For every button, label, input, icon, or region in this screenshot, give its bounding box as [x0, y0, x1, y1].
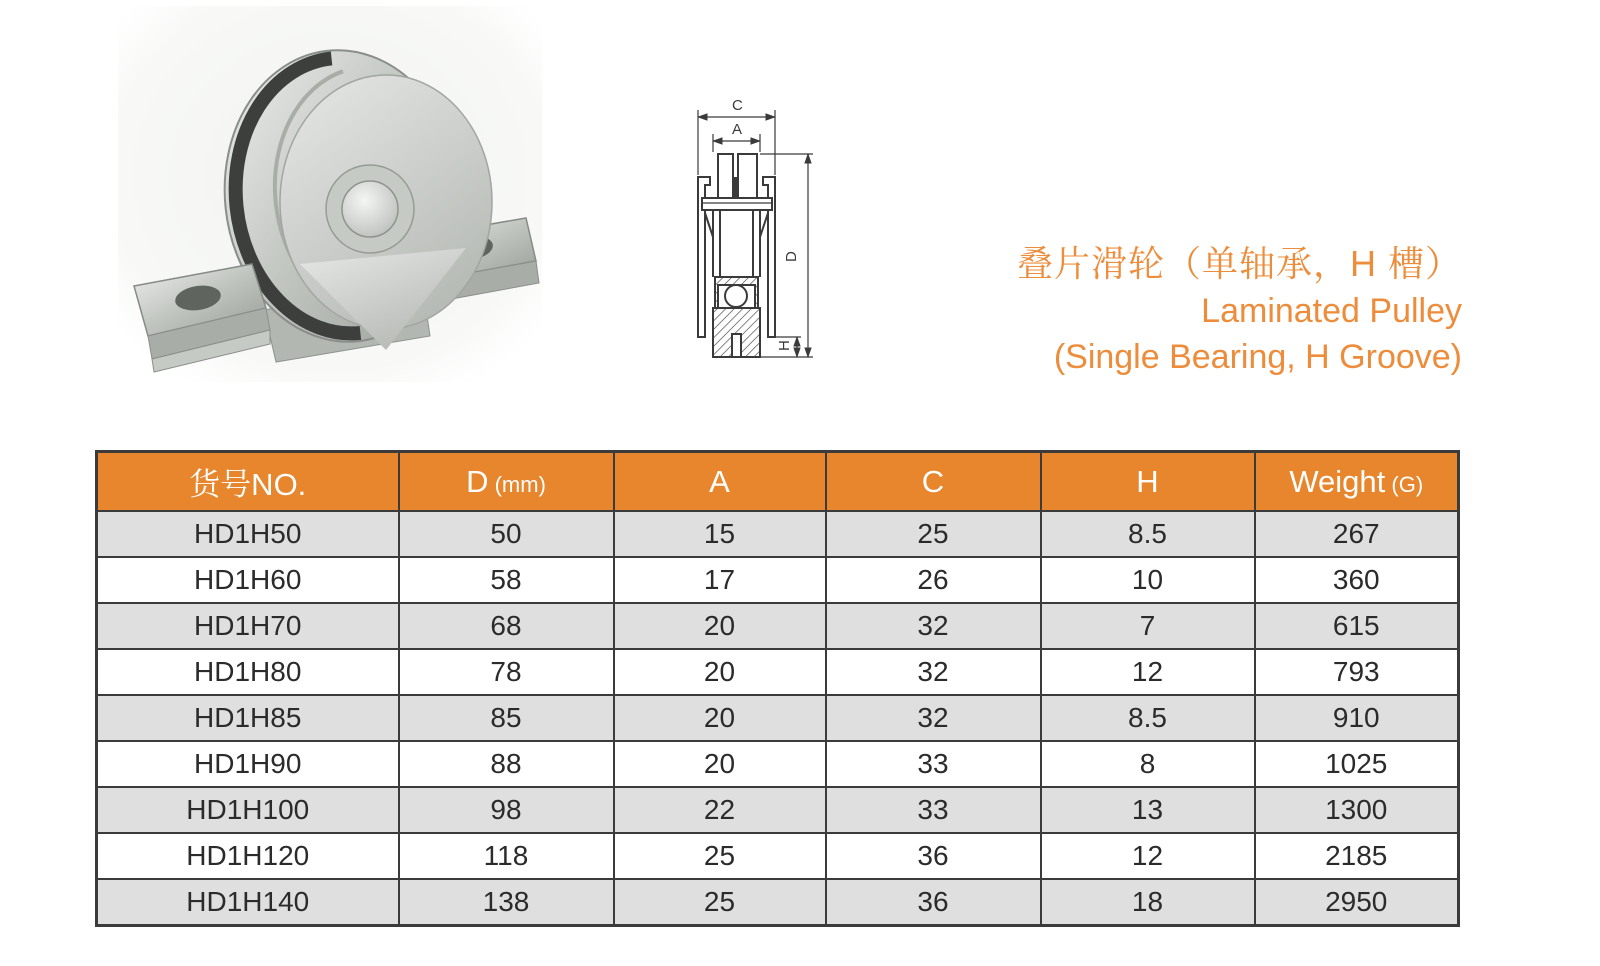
value-cell: 22 — [614, 787, 826, 833]
value-cell: 20 — [614, 603, 826, 649]
table-body — [97, 511, 1459, 926]
value-cell: 88 — [399, 741, 614, 787]
value-cell: 50 — [399, 511, 614, 557]
value-cell: 7 — [1041, 603, 1255, 649]
value-cell: 98 — [399, 787, 614, 833]
value-cell: 78 — [399, 649, 614, 695]
value-cell: 8.5 — [1041, 695, 1255, 741]
bearing-hub — [326, 165, 414, 253]
column-header-label: C — [921, 463, 945, 499]
table-header-row — [97, 452, 1459, 512]
value-cell: 2950 — [1255, 879, 1459, 926]
dim-label-d: D — [783, 251, 800, 262]
product-photo — [118, 6, 542, 382]
table-row — [97, 695, 1459, 741]
value-cell: 85 — [399, 695, 614, 741]
model-no-cell: HD1H120 — [97, 833, 399, 879]
value-cell: 20 — [614, 741, 826, 787]
value-cell: 360 — [1255, 557, 1459, 603]
model-no-cell: HD1H90 — [97, 741, 399, 787]
table-row — [97, 511, 1459, 557]
model-no-cell: HD1H100 — [97, 787, 399, 833]
value-cell: 18 — [1041, 879, 1255, 926]
value-cell: 17 — [614, 557, 826, 603]
table-row — [97, 649, 1459, 695]
value-cell: 58 — [399, 557, 614, 603]
value-cell: 8 — [1041, 741, 1255, 787]
value-cell: 15 — [614, 511, 826, 557]
column-header — [826, 452, 1041, 512]
value-cell: 793 — [1255, 649, 1459, 695]
value-cell: 10 — [1041, 557, 1255, 603]
spec-table — [95, 450, 1460, 927]
model-no-cell: HD1H140 — [97, 879, 399, 926]
title-block — [1017, 240, 1462, 380]
dim-label-h: H — [776, 340, 793, 351]
table-row — [97, 557, 1459, 603]
column-header-label: D — [466, 463, 489, 499]
table-row — [97, 879, 1459, 926]
table-row — [97, 741, 1459, 787]
column-header-label: H — [1136, 463, 1159, 499]
value-cell: 25 — [826, 511, 1041, 557]
pulley-photo-illustration — [118, 6, 542, 382]
value-cell: 26 — [826, 557, 1041, 603]
dimension-diagram — [640, 80, 860, 380]
dim-label-c: C — [732, 97, 743, 114]
model-no-cell: HD1H50 — [97, 511, 399, 557]
value-cell: 32 — [826, 649, 1041, 695]
column-header — [97, 452, 399, 512]
column-header — [614, 452, 826, 512]
value-cell: 20 — [614, 695, 826, 741]
column-header-label: Weight — [1289, 463, 1386, 499]
model-no-cell: HD1H60 — [97, 557, 399, 603]
value-cell: 12 — [1041, 833, 1255, 879]
model-no-cell: HD1H80 — [97, 649, 399, 695]
table-row — [97, 603, 1459, 649]
product-subtitle-english: (Single Bearing, H Groove) — [1053, 338, 1462, 376]
value-cell: 267 — [1255, 511, 1459, 557]
column-header-unit: (G) — [1385, 471, 1424, 497]
value-cell: 2185 — [1255, 833, 1459, 879]
dim-label-a: A — [732, 121, 743, 138]
value-cell: 615 — [1255, 603, 1459, 649]
column-header-label: A — [709, 463, 730, 499]
value-cell: 33 — [826, 787, 1041, 833]
value-cell: 138 — [399, 879, 614, 926]
table-row — [97, 787, 1459, 833]
column-header-label: 货号NO. — [189, 467, 307, 502]
value-cell: 910 — [1255, 695, 1459, 741]
column-header — [1041, 452, 1255, 512]
value-cell: 25 — [614, 833, 826, 879]
value-cell: 32 — [826, 695, 1041, 741]
value-cell: 32 — [826, 603, 1041, 649]
value-cell: 68 — [399, 603, 614, 649]
value-cell: 36 — [826, 879, 1041, 926]
table-row — [97, 833, 1459, 879]
value-cell: 33 — [826, 741, 1041, 787]
value-cell: 13 — [1041, 787, 1255, 833]
column-header — [399, 452, 614, 512]
value-cell: 1300 — [1255, 787, 1459, 833]
value-cell: 36 — [826, 833, 1041, 879]
value-cell: 118 — [399, 833, 614, 879]
product-title-english: Laminated Pulley — [1201, 292, 1462, 330]
product-title-chinese: 叠片滑轮（单轴承，H 槽） — [1016, 243, 1462, 284]
value-cell: 12 — [1041, 649, 1255, 695]
model-no-cell: HD1H85 — [97, 695, 399, 741]
column-header — [1255, 452, 1459, 512]
value-cell: 25 — [614, 879, 826, 926]
column-header-unit: (mm) — [488, 471, 546, 497]
model-no-cell: HD1H70 — [97, 603, 399, 649]
value-cell: 1025 — [1255, 741, 1459, 787]
value-cell: 20 — [614, 649, 826, 695]
value-cell: 8.5 — [1041, 511, 1255, 557]
cross-section-drawing — [640, 80, 860, 380]
